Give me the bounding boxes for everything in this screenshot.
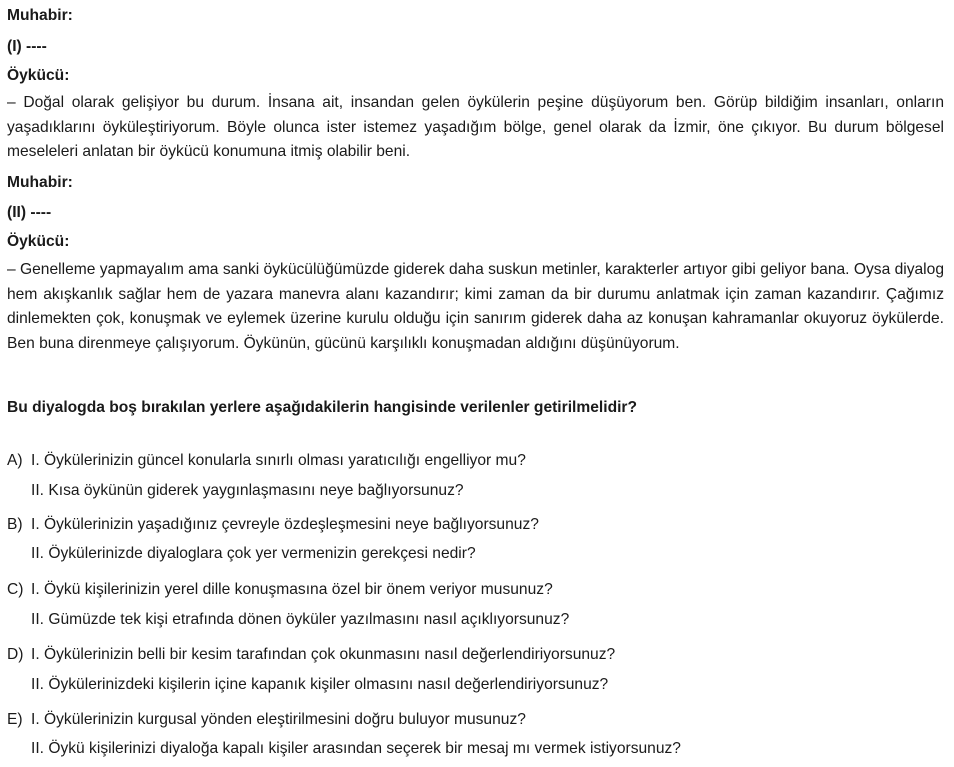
option-a-letter: A) <box>7 452 23 469</box>
reporter-blank-2: (II) ---- <box>7 204 52 221</box>
question-stem: Bu diyalogda boş bırakılan yerlere aşağıdakilerin hangisinde verilenler getirilmelidir? <box>7 399 638 416</box>
writer-answer-2: – Genelleme yapmayalım ama sanki öykücülüğümüzde giderek daha suskun metinler, karakterler artıyor gibi geliyor bana. Oysa diyalog hem akışkanlık sağlar hem de yazara manevra alanı kazandırır; kimi zaman da bir durumu anlatmak için zaman kazandırır. Çağımız dinlemekten çok, konuşmak ve eylemek üzerine kurulu olduğu için sanırım giderek daha az konuşan kahramanlar okuyoruz öykülerde. Ben buna direnmeye çalışıyorum. Öykünün, gücünü karşılıklı konuşmadan aldığını düşünüyorum. <box>7 261 944 352</box>
writer-label-2: Öykücü: <box>7 233 70 250</box>
writer-answer-1: – Doğal olarak gelişiyor bu durum. İnsana ait, insandan gelen öykülerin peşine düşüyorum ben. Görüp bildiğim insanları, onların yaşadıklarını öyküleştiriyorum. Böyle olunca ister istemez yaşadığım bölge, genel olarak da İzmir, öne çıkıyor. Bu durum bölgesel meseleleri anlatan bir öykücü konumuna itmiş olabilir beni. <box>7 94 944 161</box>
option-b-first: I. Öykülerinizin yaşadığınız çevreyle özdeşleşmesini neye bağlıyorsunuz? <box>31 516 539 533</box>
option-a-first: I. Öykülerinizin güncel konularla sınırlı olması yaratıcılığı engelliyor mu? <box>31 452 526 469</box>
option-c-second: II. Gümüzde tek kişi etrafında dönen öyküler yazılmasını nasıl açıklıyorsunuz? <box>31 611 570 628</box>
option-d-second: II. Öykülerinizdeki kişilerin içine kapanık kişiler olmasını nasıl değerlendiriyorsunuz? <box>31 676 609 693</box>
option-e-first: I. Öykülerinizin kurgusal yönden eleştirilmesini doğru buluyor musunuz? <box>31 711 526 728</box>
option-d-letter: D) <box>7 646 24 663</box>
writer-label-1: Öykücü: <box>7 67 70 84</box>
option-e[interactable] <box>7 710 526 730</box>
option-a[interactable] <box>7 451 526 471</box>
option-c-letter: C) <box>7 581 24 598</box>
reporter-label-1: Muhabir: <box>7 7 73 24</box>
reporter-label-2: Muhabir: <box>7 174 73 191</box>
option-c[interactable] <box>7 580 553 600</box>
option-d-first: I. Öykülerinizin belli bir kesim tarafından çok okunmasını nasıl değerlendiriyorsunuz? <box>31 646 616 663</box>
option-a-second: II. Kısa öykünün giderek yaygınlaşmasını neye bağlıyorsunuz? <box>31 482 464 499</box>
option-e-second: II. Öykü kişilerinizi diyaloğa kapalı kişiler arasından seçerek bir mesaj mı vermek istiyorsunuz? <box>31 740 681 757</box>
option-d[interactable] <box>7 645 615 665</box>
reporter-blank-1: (I) ---- <box>7 38 47 55</box>
option-e-letter: E) <box>7 711 23 728</box>
option-b-second: II. Öykülerinizde diyaloglara çok yer vermenizin gerekçesi nedir? <box>31 545 476 562</box>
option-c-first: I. Öykü kişilerinizin yerel dille konuşmasına özel bir önem veriyor musunuz? <box>31 581 553 598</box>
option-b[interactable] <box>7 515 539 535</box>
option-b-letter: B) <box>7 516 23 533</box>
